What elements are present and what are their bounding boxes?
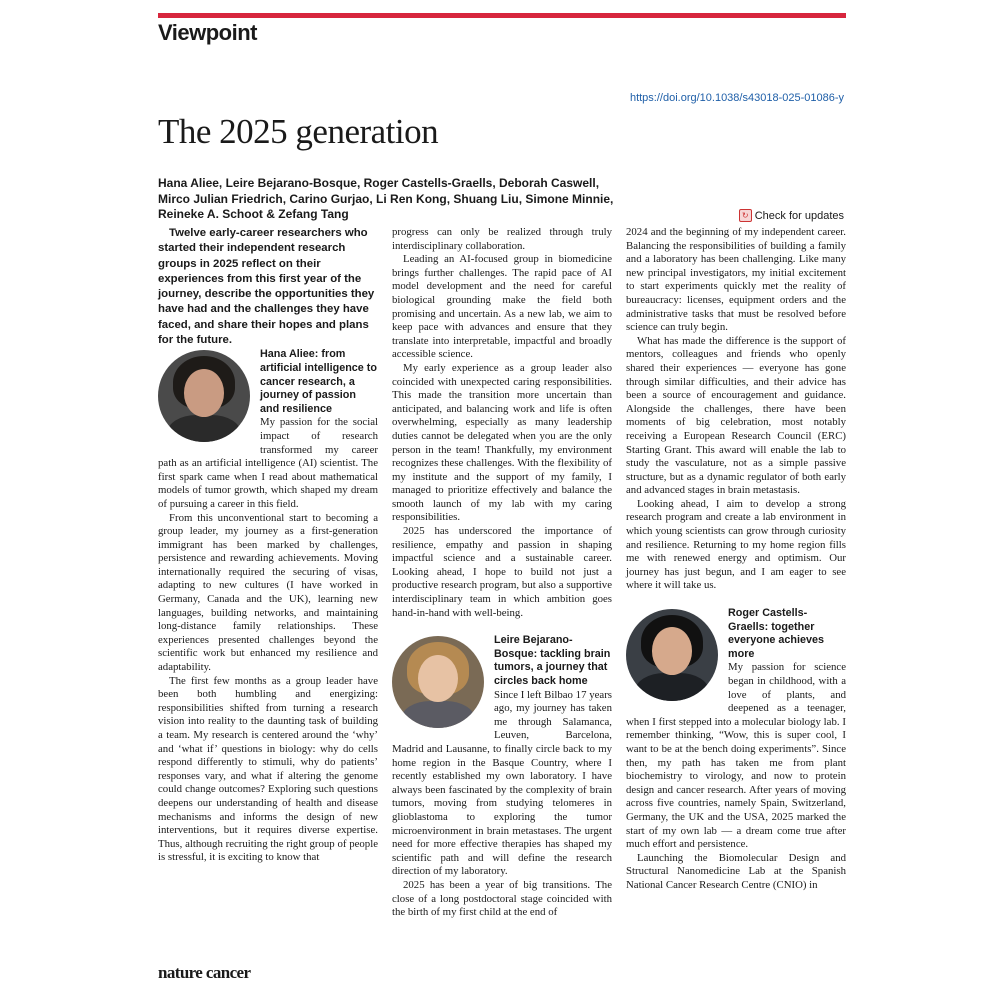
check-for-updates-label: Check for updates <box>754 209 844 222</box>
hana-paragraph: The first few months as a group leader have been both humbling and energizing: responsibilities shifted from turning a research vision into reality to the daunting task of building a team. My research is centered around the ‘why’ and ‘what if’ questions in biology: why do cells respond differently to stimuli, why do patients’ responses vary, and what if altering the genome could change outcomes? Exploring such questions deepens our understanding of health and disease mechanisms and informs the design of new interventions, but it requires diverse expertise. Thus, although recruiting the right group of people is stressful, it is exciting to know that <box>158 674 378 864</box>
section-label: Viewpoint <box>158 20 257 45</box>
column-2 <box>392 226 612 920</box>
hana-paragraph: 2025 has underscored the importance of resilience, empathy and passion in shaping impactful science and a sustainable career. Looking ahead, I hope to build not just a productive research program, but also a supportive interdisciplinary team in which ambition goes hand-in-hand with well-being. <box>392 525 612 619</box>
column-1 <box>158 226 378 865</box>
author-line: Mirco Julian Friedrich, Carino Gurjao, Li Ren Kong, Shuang Liu, Simone Minnie, <box>158 191 614 206</box>
leire-heading: Leire Bejarano-Bosque: tackling brain tumors, a journey that circles back home <box>494 634 611 687</box>
leire-paragraph: Looking ahead, I aim to develop a strong research program and create a lab environment in which young scientists can grow through curiosity and resilience. Returning to my home region fills me with renewed energy and optimism. Our journey has just begun, and I am eager to see where it will take us. <box>626 497 846 592</box>
standfirst: Twelve early-career researchers who started their independent research groups in 2025 reflect on their experiences from this first year of the journey, describe the opportunities they have had and the challenges they have faced, and share their hopes and plans for the future. <box>158 227 375 347</box>
column-3 <box>626 226 846 893</box>
roger-heading: Roger Castells-Graells: together everyone achieves more <box>728 607 825 660</box>
roger-paragraph: My passion for science began in childhood, with a love of plants, and deepened as a teenager, when I first stepped into a molecular biology lab. I remember thinking, “Wow, this is super cool, I want to be at the bench doing experiments”. Since then, my path has taken me from plant biochemistry to virology, and now to protein design and cancer research. After years of moving across five countries, namely Spain, Switzerland, Germany, the UK and the USA, 2025 marked the start of my own lab — a dream come true after much effort and persistence. <box>626 661 846 851</box>
roger-castells-photo <box>626 609 718 701</box>
leire-paragraph: 2024 and the beginning of my independent career. Balancing the responsibilities of building a family and a laboratory has been challenging. Like many new principal investigators, my initial excitement to start experiments quickly met the reality of bureaucracy: licenses, equipment orders and the administrative tasks that must be resolved before science can truly begin. <box>626 226 846 334</box>
hana-heading: Hana Aliee: from artificial intelligence to cancer research, a journey of passion and resilience <box>260 348 377 415</box>
hana-paragraph: My early experience as a group leader also coincided with unexpected caring responsibilities. This made the transition more uncertain than anticipated, and balancing work and life is often overwhelming, especially as many leadership duties cannot be delegated when you are the only person in the team! Thankfully, my environment recognizes these challenges. With the flexibility of my institute and the support of my family, I managed to prioritize effectively and balance the smooth launch of my lab with my caring responsibilities. <box>392 361 612 524</box>
hana-aliee-photo <box>158 350 250 442</box>
leire-bejarano-photo <box>392 636 484 728</box>
leire-paragraph: 2025 has been a year of big transitions. The close of a long postdoctoral stage coincided with the birth of my first child at the end of <box>392 878 612 919</box>
hana-paragraph: From this unconventional start to becoming a group leader, my journey as a first-generation immigrant has been marked by challenges, persistence and rewarding achievements. Moving internationally required the securing of visas, adapting to new cultures (I have worked in Germany, Canada and the UK), learning new languages, building networks, and maintaining long-distance family relationships. These experiences presented challenges beyond the scientific work but enhanced my resilience and adaptability. <box>158 511 378 674</box>
hana-paragraph: Leading an AI-focused group in biomedicine brings further challenges. The rapid pace of AI model development and the need for careful biological grounding make the field both promising and uncertain. As a new lab, we aim to keep pace with advances and ensure that they translate into interpretable, impactful and broadly accessible science. <box>392 253 612 361</box>
check-for-updates-button[interactable] <box>739 209 844 222</box>
hana-paragraph: My passion for the social impact of research transformed my career path as an artificial intelligence (AI) scientist. The first spark came when I read about mathematical models of tumor growth, which shaped my dream of pursuing a career in this field. <box>158 416 378 510</box>
author-line: Hana Aliee, Leire Bejarano-Bosque, Roger Castells-Graells, Deborah Caswell, <box>158 176 600 190</box>
header-rule <box>158 13 846 18</box>
leire-paragraph: What has made the difference is the support of mentors, colleagues and friends who openly shared their experiences — everyone has gone through similar difficulties, and their advice has been a source of encouragement and guidance. Alongside the challenges, there have been moments of big celebration, most notably receiving a European Research Council (ERC) Starting Grant. This award will enable the lab to study the vasculature, not as a simple passive structure, but as a dynamic regulator of both early and advanced stages in brain metastasis. <box>626 334 846 497</box>
update-badge-icon: ↻ <box>739 209 752 222</box>
journal-logo: nature cancer <box>158 963 251 982</box>
article-title: The 2025 generation <box>158 112 439 151</box>
doi-link[interactable]: https://doi.org/10.1038/s43018-025-01086-y <box>629 92 844 104</box>
roger-paragraph: Launching the Biomolecular Design and Structural Nanomedicine Lab at the Spanish National Cancer Research Centre (CNIO) in <box>626 851 846 891</box>
leire-paragraph: Since I left Bilbao 17 years ago, my journey has taken me through Salamanca, Leuven, Barcelona, Madrid and Lausanne, to finally circle back to my home region in the Basque Country, where I recently established my own laboratory. I have always been fascinated by the complexity of brain tumors, moving from studying telomeres in glioblastoma to exploring the tumor microenvironment in brain metastases. The urgent need for more effective therapies has shaped my scientific path and will define the research direction of my laboratory. <box>392 688 612 878</box>
hana-paragraph: progress can only be realized through truly interdisciplinary collaboration. <box>392 226 612 252</box>
author-list <box>158 176 678 223</box>
author-line: Reineke A. Schoot & Zefang Tang <box>158 207 349 221</box>
